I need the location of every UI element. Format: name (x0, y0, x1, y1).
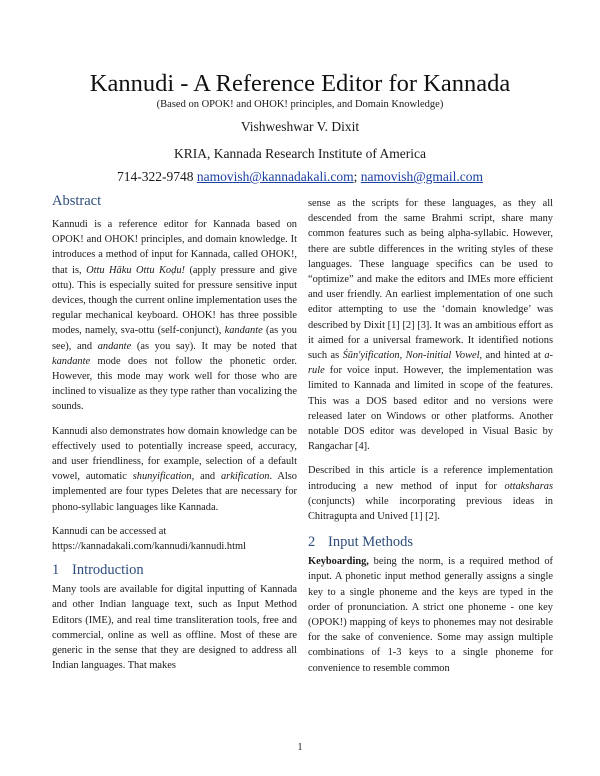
author-name: Vishweshwar V. Dixit (240, 119, 360, 134)
contact-line (0, 168, 600, 185)
introduction-paragraph-3: Described in this article is a reference implementation introducing a new method of input for ottaksharas (conjuncts) while incorporating previous ideas in Chitragupta and Unived [1] [2]. (308, 465, 553, 523)
right-column (308, 196, 553, 676)
abstract-access-note: Kannudi can be accessed at https://kannadakali.com/kannudi/kannudi.html (52, 525, 246, 553)
section-number: 2 (308, 534, 316, 551)
phone-number: 714-322-9748 (116, 169, 194, 184)
email-link-secondary[interactable]: namovish@gmail.com (360, 169, 484, 184)
affiliation: KRIA, Kannada Research Institute of America (174, 146, 426, 161)
abstract-paragraph-2: Kannudi also demonstrates how domain knowledge can be effectively used to potentially increase speed, accuracy, and user friendliness, for example, selection of a default vowel, automatic shunyification, and arkification. Also implemented are four types Deletes that are necessary for phono-syllabic languages like Kannada. (52, 425, 298, 513)
abstract-heading: Abstract (52, 193, 102, 209)
section-number: 1 (52, 562, 60, 579)
email-separator: ; (353, 169, 358, 184)
input-methods-paragraph-1: Keyboarding, being the norm, is a required method of input. A phonetic input method generally assigns a single key to a single phoneme and the keys are typed in the order of pronunciation. A strict one phoneme - one key (OPOK!) mapping of keys to phonemes may not desirable for the sake of convenience. Some may assign multiple combinations of 1-3 keys to a single phoneme for convenience to resemble common (308, 556, 553, 674)
introduction-paragraph-1: Many tools are available for digital inputting of Kannada and other Indian language text, such as Input Method Editors (IME), and real time transliteration tools, free and commercial, online as well as offline. Most of these are generic in the sense that they are designed to address all Indian languages. That makes (52, 584, 297, 672)
input-methods-heading: 2 Input Methods (308, 534, 413, 551)
paper-subtitle: (Based on OPOK! and OHOK! principles, and Domain Knowledge) (156, 99, 444, 110)
introduction-paragraph-2: sense as the scripts for these languages, as they all descended from the same Brahmi script, share many common features such as being alpha-syllabic. However, there are subtle differences in the writing styles of these languages. These language specifics can be used to “optimize” and make the editors and IMEs more efficient and user friendly. An earliest implementation of one such editor attempting to use the ‘domain knowledge’ was described by Dixit [1] [2] [3]. It was an ambitious effort as it aimed for a universal framework. It identified notions such as Śūn'yification, Non-initial Vowel, and hinted at a-rule for voice input. However, the implementation was limited to Kannada and limited in scope of the features. This was a DOS based editor and no versions were released later on Windows or other platforms. Another notable DOS editor was developed in Visual Basic by Rangachar [4]. (308, 198, 553, 453)
abstract-paragraph-1: Kannudi is a reference editor for Kannada based on OPOK! and OHOK! principles, and domain knowledge. It introduces a method of input for Kannada, called OHOK!, that is, Ottu Hāku Ottu Koḍu! (apply pressure and give ottu). This is especially suited for pressure sensitive input devices, though the current online implementation uses the regular mechanical keyboard. OHOK! has three possible modes, namely, sva-ottu (self-conjunct), kandante (as you see), and andante (as you say). It may be noted that kandante mode does not follow the phonetic order. However, this mode may work well for those who are inclined to visualize as they type rather than vocalizing the sounds. (52, 219, 297, 413)
page-number: 1 (297, 742, 303, 753)
introduction-heading: 1 Introduction (52, 562, 144, 579)
left-column (52, 192, 297, 673)
email-link-primary[interactable]: namovish@kannadakali.com (196, 169, 354, 184)
kannudi-url[interactable]: https://kannadakali.com/kannudi/kannudi.html (52, 541, 246, 553)
paper-title: Kannudi - A Reference Editor for Kannada (89, 70, 511, 97)
